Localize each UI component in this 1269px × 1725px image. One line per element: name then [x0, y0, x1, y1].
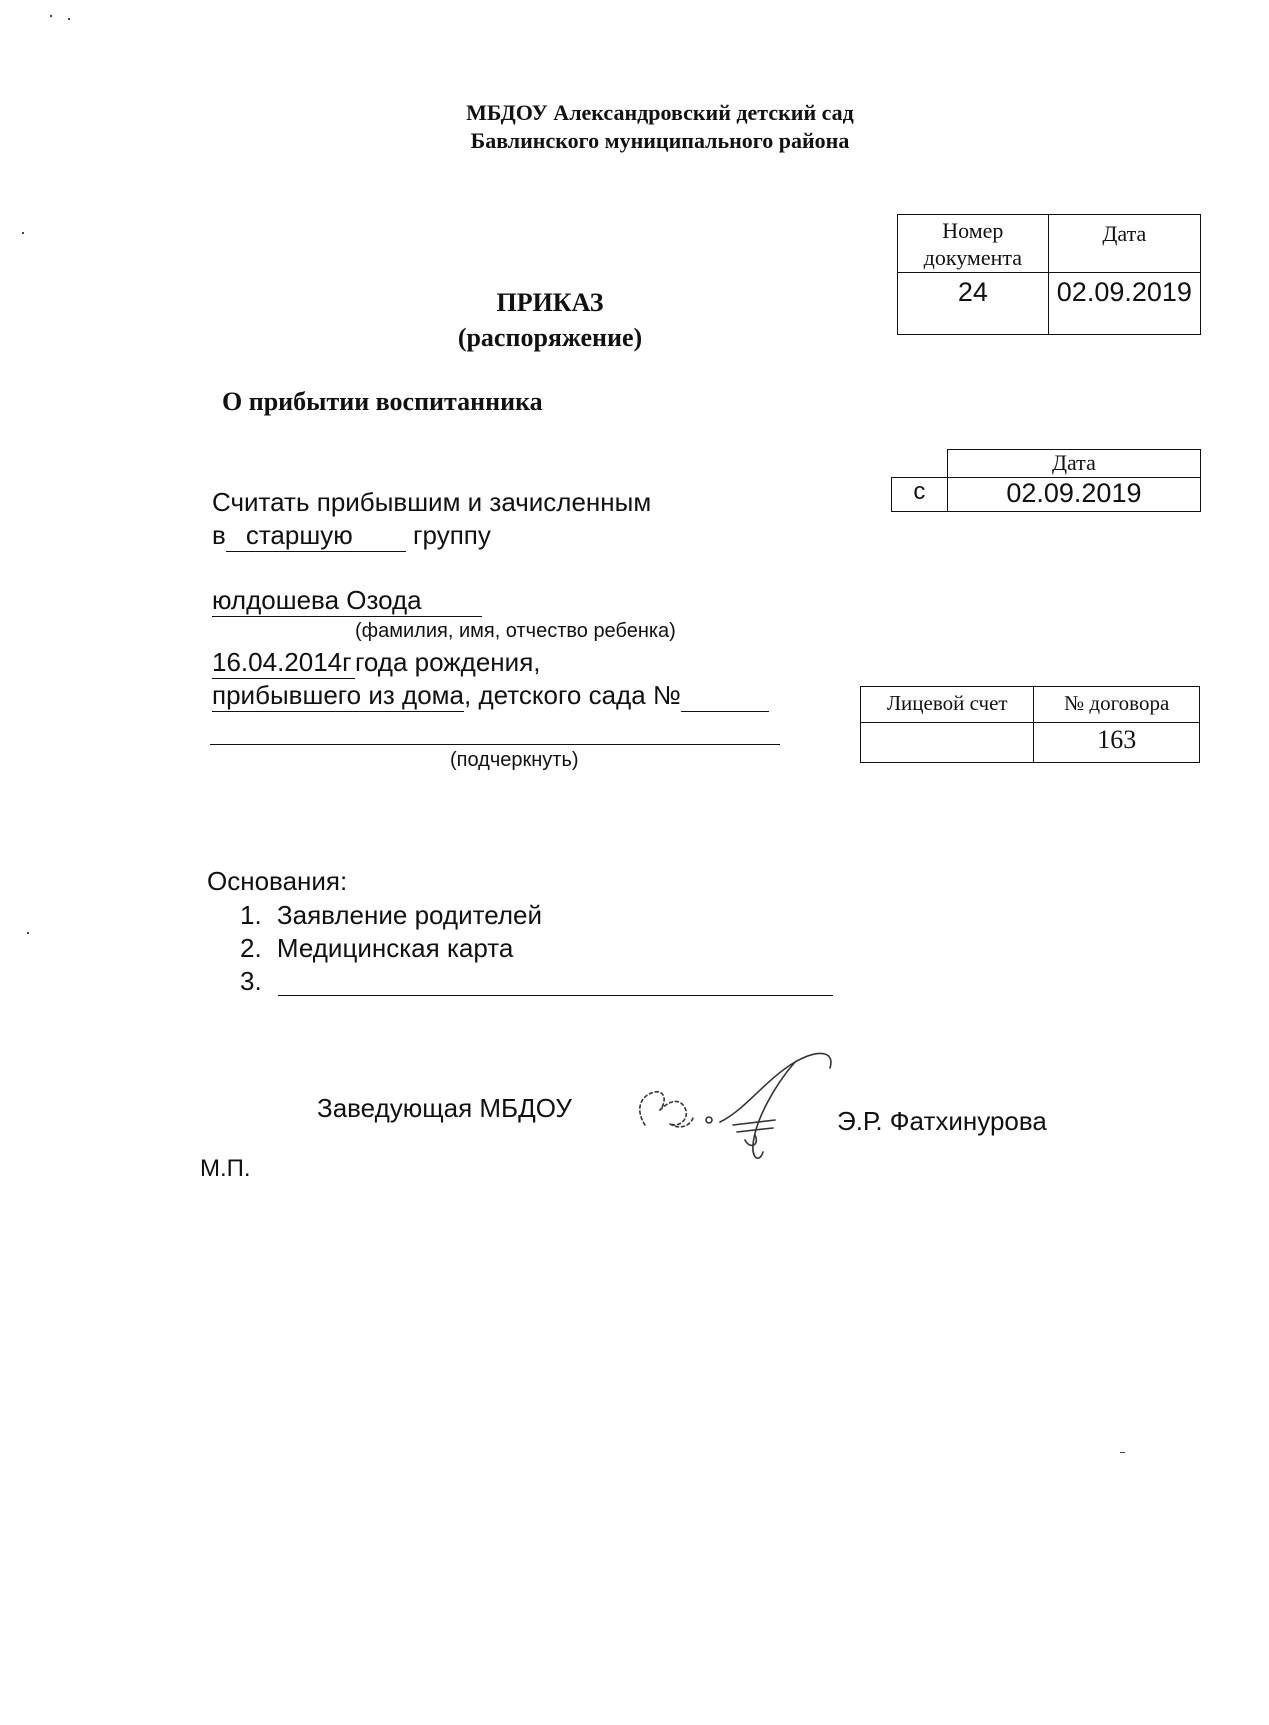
account-contract-table — [860, 686, 1200, 763]
scan-speck — [50, 15, 52, 17]
arrived-from-home: прибывшего из дома — [212, 680, 465, 710]
doc-number-header: Номер документа — [898, 215, 1049, 273]
birth-date: 16.04.2014г — [212, 647, 355, 679]
kindergarten-number-blank — [681, 680, 769, 712]
page-subtitle: (распоряжение) — [457, 323, 643, 352]
account-header: Лицевой счет — [861, 687, 1034, 723]
handwritten-signature — [625, 1040, 855, 1170]
child-name: юлдошева Озода — [212, 585, 482, 617]
group-suffix: группу — [413, 520, 491, 550]
grounds-item — [240, 933, 513, 964]
org-name-line2: Бавлинского муниципального района — [470, 128, 850, 153]
contract-value: 163 — [1034, 723, 1200, 763]
scan-speck — [27, 932, 29, 934]
grounds-item — [240, 900, 542, 931]
group-value: старшую — [226, 520, 406, 552]
underline-caption: (подчеркнуть) — [450, 749, 579, 771]
effective-date-header: Дата — [947, 450, 1200, 478]
scan-speck — [22, 232, 24, 234]
birth-suffix: года рождения, — [355, 647, 541, 677]
grounds-item-number: 2. — [240, 933, 262, 963]
signatory-position: Заведующая МБДОУ — [317, 1093, 572, 1123]
effective-date-table — [891, 449, 1201, 512]
scan-speck — [68, 18, 70, 20]
grounds-item — [240, 966, 270, 997]
page-title: ПРИКАЗ — [496, 288, 604, 317]
doc-date-header: Дата — [1048, 215, 1200, 273]
body-line-group — [212, 520, 491, 552]
body-line-enrolled: Считать прибывшим и зачисленным — [212, 487, 652, 517]
grounds-item-text: Медицинская карта — [276, 933, 514, 963]
birth-line — [212, 647, 541, 679]
order-subject: О прибытии воспитанника — [222, 387, 543, 416]
org-name-line1: МБДОУ Александровский детский сад — [466, 100, 854, 125]
arrived-line — [212, 680, 769, 712]
child-name-line — [212, 585, 482, 617]
arrived-rest: , детского сада № — [464, 680, 681, 710]
account-value — [861, 723, 1034, 763]
grounds-item-text: Заявление родителей — [276, 900, 542, 930]
doc-number-value: 24 — [898, 273, 1049, 335]
doc-number-date-table — [897, 214, 1201, 335]
grounds-item-3-blank — [278, 995, 833, 996]
blank-line — [210, 744, 780, 745]
group-prefix: в — [212, 520, 226, 550]
contract-header: № договора — [1034, 687, 1200, 723]
grounds-title: Основания: — [207, 866, 348, 896]
grounds-item-number: 3. — [240, 966, 262, 996]
stamp-place: М.П. — [200, 1155, 251, 1182]
doc-date-value: 02.09.2019 — [1048, 273, 1200, 335]
signatory-name: Э.Р. Фатхинурова — [837, 1106, 1047, 1136]
child-name-caption: (фамилия, имя, отчество ребенка) — [355, 620, 676, 642]
effective-date-value: 02.09.2019 — [947, 478, 1200, 512]
effective-date-prefix: с — [892, 478, 948, 512]
grounds-item-number: 1. — [240, 900, 262, 930]
scan-speck — [1120, 1452, 1125, 1453]
